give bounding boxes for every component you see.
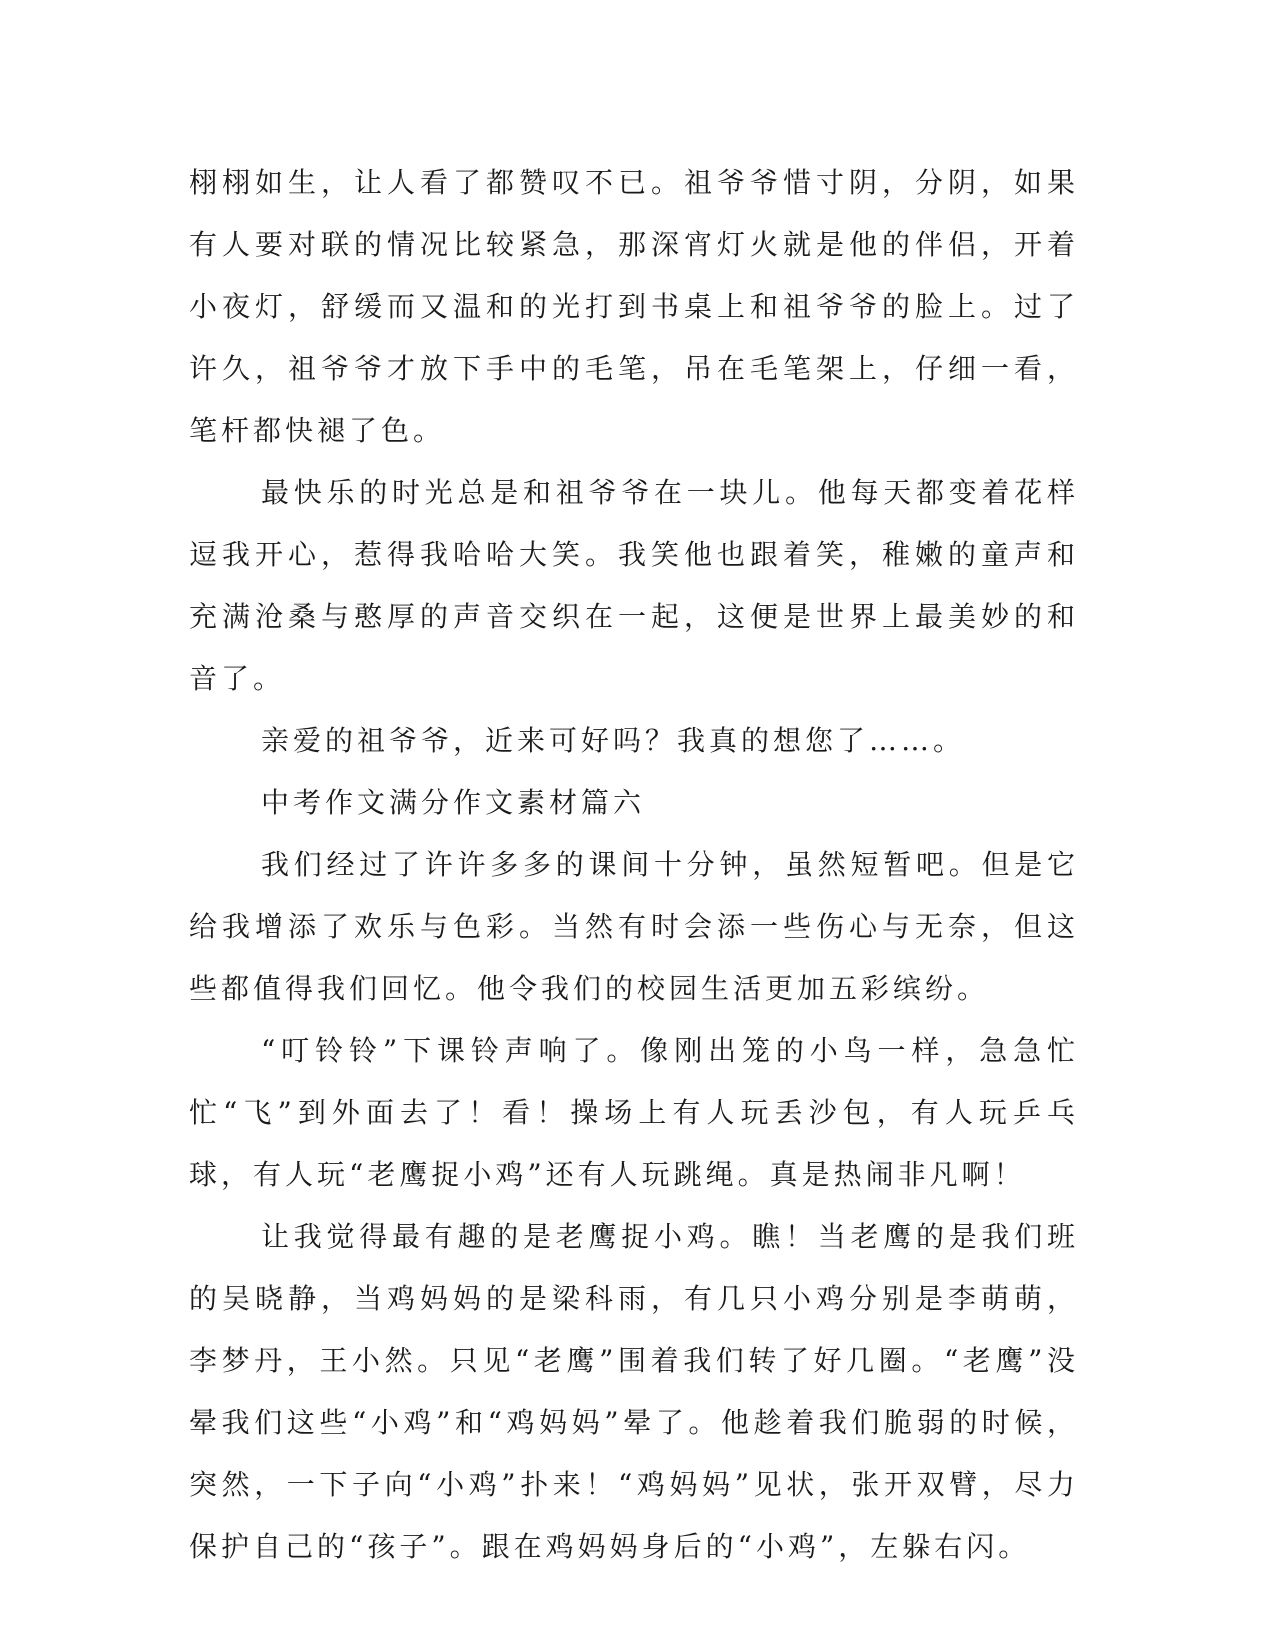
paragraph-4: 我们经过了许许多多的课间十分钟，虽然短暂吧。但是它给我增添了欢乐与色彩。当然有时会添一些伤心与无奈，但这些都值得我们回忆。他令我们的校园生活更加五彩缤纷。 bbox=[189, 848, 1079, 1005]
section-heading: 中考作文满分作文素材篇六 bbox=[261, 786, 646, 819]
paragraph-5: “叮铃铃”下课铃声响了。像刚出笼的小鸟一样，急急忙忙“飞”到外面去了！看！操场上有人玩丢沙包，有人玩乒乓球，有人玩“老鹰捉小鸡”还有人玩跳绳。真是热闹非凡啊！ bbox=[189, 1034, 1079, 1191]
paragraph-1: 栩栩如生，让人看了都赞叹不已。祖爷爷惜寸阴，分阴，如果有人要对联的情况比较紧急，那深宵灯火就是他的伴侣，开着小夜灯，舒缓而又温和的光打到书桌上和祖爷爷的脸上。过了许久，祖爷爷才放下手中的毛笔，吊在毛笔架上，仔细一看，笔杆都快褪了色。 bbox=[189, 166, 1079, 447]
document-body bbox=[189, 152, 1079, 1578]
paragraph-2: 最快乐的时光总是和祖爷爷在一块儿。他每天都变着花样逗我开心，惹得我哈哈大笑。我笑他也跟着笑，稚嫩的童声和充满沧桑与憨厚的声音交织在一起，这便是世界上最美妙的和音了。 bbox=[189, 476, 1079, 695]
paragraph-3: 亲爱的祖爷爷，近来可好吗？我真的想您了……。 bbox=[261, 724, 966, 757]
paragraph-6: 让我觉得最有趣的是老鹰捉小鸡。瞧！当老鹰的是我们班的吴晓静，当鸡妈妈的是梁科雨，有几只小鸡分别是李萌萌，李梦丹，王小然。只见“老鹰”围着我们转了好几圈。“老鹰”没晕我们这些“小鸡”和“鸡妈妈”晕了。他趁着我们脆弱的时候，突然，一下子向“小鸡”扑来！“鸡妈妈”见状，张开双臂，尽力保护自己的“孩子”。跟在鸡妈妈身后的“小鸡”，左躲右闪。 bbox=[189, 1220, 1079, 1563]
